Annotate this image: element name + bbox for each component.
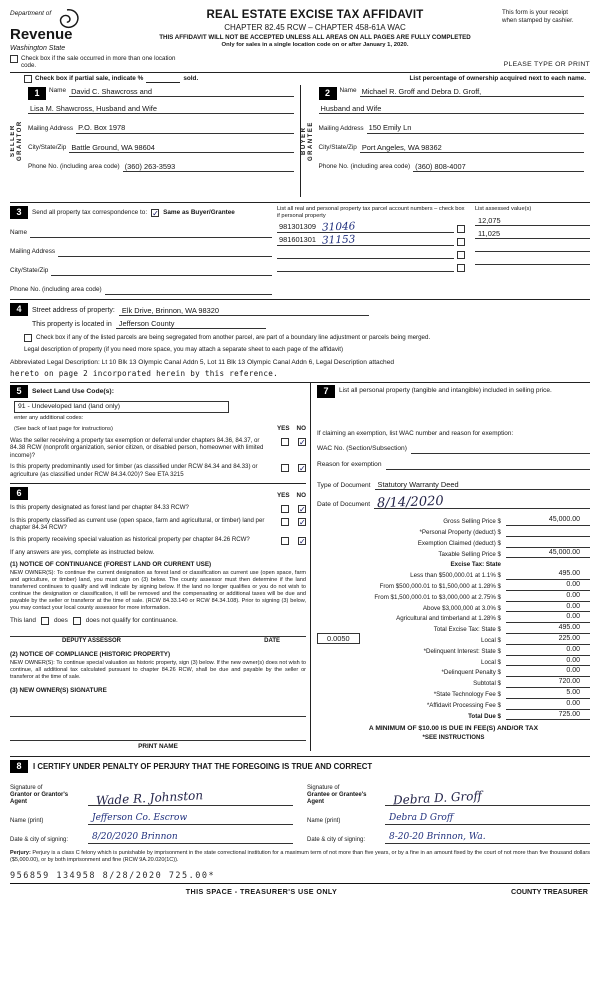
grantee-name-print-label: Name (print) xyxy=(307,818,341,825)
corr-name-field[interactable] xyxy=(30,228,272,238)
print-name-line[interactable] xyxy=(10,729,306,741)
personal-property-checkbox-1[interactable] xyxy=(457,225,465,233)
doc-date-handwritten: 8/14/2020 xyxy=(376,493,445,512)
grantor-sig-label-2: Grantor or Grantor's Agent xyxy=(10,792,69,806)
same-as-buyer-checkbox[interactable]: ✓ xyxy=(152,208,159,218)
footer-bar xyxy=(10,883,590,896)
ownership-note: List percentage of ownership acquired next to each name. xyxy=(409,75,586,82)
land-use-code-field[interactable]: 91 - Undeveloped land (land only) xyxy=(14,401,229,413)
county-field[interactable]: Jefferson County xyxy=(116,319,266,329)
grantee-name-print-value: Debra D Groff xyxy=(389,812,454,823)
section-4 xyxy=(10,300,590,383)
personal-property-deduct[interactable] xyxy=(506,536,590,537)
corr-phone-label: Phone No. (including area code) xyxy=(10,286,102,293)
parties-block xyxy=(10,85,590,203)
buyer-name-label: Name xyxy=(339,87,357,94)
parcel-number-1: 981301309 xyxy=(279,222,316,232)
section-5 xyxy=(10,385,306,478)
grantee-sig-label-1: Signature of xyxy=(307,785,340,792)
s6-q3-no-checkbox[interactable]: ✓ xyxy=(299,536,306,546)
deputy-assessor-label: DEPUTY ASSESSOR xyxy=(62,638,122,645)
delinquent-penalty[interactable]: 0.00 xyxy=(506,667,590,677)
buyer-side-label xyxy=(301,85,317,197)
parcel-handwritten-2: 31153 xyxy=(321,233,356,247)
segregated-label: Check box if any of the listed parcels are being segregated from another parcel, are part of a boundary line adjustment or parcels being merged. xyxy=(36,334,431,342)
perjury-statement xyxy=(10,850,590,864)
seller-csz-field[interactable]: Battle Ground, WA 98604 xyxy=(69,143,293,153)
buyer-name-field-2[interactable]: Husband and Wife xyxy=(319,104,585,114)
sub-header xyxy=(10,55,590,71)
delinquent-interest-local[interactable]: 0.00 xyxy=(506,657,590,667)
land-use-title: Select Land Use Code(s): xyxy=(32,387,114,395)
section-7-number: 7 xyxy=(317,385,335,398)
section-3-number: 3 xyxy=(10,206,28,219)
section-6 xyxy=(10,483,306,751)
seller-name-field[interactable]: David C. Shawcross and xyxy=(69,87,293,97)
header xyxy=(10,8,590,54)
perjury-text: Perjury is a class C felony which is punishable by imprisonment in the state correctional institution for a maximum term of not more than five years, or by a fine in an amount fixed by the court of not more than five thousand dollars ($5,000.00), or by both imprisonment and fine (RCW 9A.20.020(1C)). xyxy=(10,850,591,863)
seller-side-bottom: GRANTOR xyxy=(17,120,24,162)
grantor-name-print-field[interactable] xyxy=(88,813,293,825)
seller-mailing-field[interactable]: P.O. Box 1978 xyxy=(76,123,293,133)
no-header-5: NO xyxy=(296,424,306,432)
state-technology-fee[interactable]: 5.00 xyxy=(506,689,590,699)
if-any-yes-note: If any answers are yes, complete as instructed below. xyxy=(10,548,155,556)
buyer-phone-field[interactable]: (360) 808-4007 xyxy=(413,162,584,172)
grantee-date-city-value: 8-20-20 Brinnon, Wa. xyxy=(389,831,486,842)
minimum-fee-note: A MINIMUM OF $10.00 IS DUE IN FEE(S) AND/OR TAX xyxy=(368,725,539,733)
deputy-date-label: DATE xyxy=(264,638,280,645)
s5-question-2: Is this property predominantly used for timber (as classified under RCW 84.34 and 84.33) or agriculture (as classified under RCW 84.34.020)? See ETA 3215 xyxy=(10,463,258,478)
corr-name-label: Name xyxy=(10,229,28,236)
parcel-field-4[interactable] xyxy=(277,271,454,272)
doc-date-field[interactable] xyxy=(374,493,590,512)
multi-location-label: Check box if the sale occurred in more than one location code. xyxy=(21,54,176,70)
grantee-date-city-label: Date & city of signing: xyxy=(307,837,366,844)
see-instructions-note: *SEE INSTRUCTIONS xyxy=(422,733,485,741)
same-as-buyer-label: Same as Buyer/Grantee xyxy=(163,208,235,216)
taxable-selling-price[interactable]: 45,000.00 xyxy=(506,549,590,559)
subtotal[interactable]: 720.00 xyxy=(506,678,590,688)
tax-bracket-4[interactable]: 0.00 xyxy=(506,603,590,613)
assessed-value-3[interactable] xyxy=(475,251,590,252)
doc-type-label: Type of Document xyxy=(317,481,371,489)
seller-side-top: SELLER xyxy=(10,124,16,158)
section-4-number: 4 xyxy=(10,303,28,316)
assessed-value-2[interactable]: 11,025 xyxy=(475,229,590,239)
multi-location-checkbox[interactable] xyxy=(10,55,18,63)
corr-mailing-label: Mailing Address xyxy=(10,248,56,255)
form-title: REAL ESTATE EXCISE TAX AFFIDAVIT xyxy=(206,9,424,21)
does-not-label: does not qualify for continuance. xyxy=(85,617,178,625)
personal-property-checkbox-2[interactable] xyxy=(457,238,465,246)
local-rate-box[interactable]: 0.0050 xyxy=(317,633,360,644)
section-5-number: 5 xyxy=(10,385,28,398)
receipt-note-line1: This form is your receipt xyxy=(502,9,569,16)
no-header-6: NO xyxy=(296,492,306,500)
tax-bracket-1[interactable]: 495.00 xyxy=(506,570,590,580)
section-1-number: 1 xyxy=(28,87,46,100)
warning-line: THIS AFFIDAVIT WILL NOT BE ACCEPTED UNLESS ALL AREAS ON ALL PAGES ARE FULLY COMPLETED xyxy=(159,34,471,42)
doc-type-field[interactable]: Statutory Warranty Deed xyxy=(375,480,590,490)
abbrev-legal-value[interactable]: Lt 10 Blk 13 Olympic Canal Addn 5, Lot 11 Blk 13 Olympic Canal Addn 6, Legal Description attached xyxy=(101,359,395,366)
street-address-field[interactable]: Elk Drive, Brinnon, WA 98320 xyxy=(119,306,369,316)
please-type-label: PLEASE TYPE OR PRINT xyxy=(503,60,590,68)
buyer-mailing-label: Mailing Address xyxy=(318,124,364,132)
section-8-number: 8 xyxy=(10,760,28,773)
s6-q3-yes-checkbox[interactable] xyxy=(281,537,289,545)
corr-mailing-field[interactable] xyxy=(58,247,272,257)
buyer-side-bottom: GRANTEE xyxy=(307,121,314,161)
corr-phone-field[interactable] xyxy=(105,285,272,295)
yes-header-5: YES xyxy=(276,424,290,432)
grantor-name-print-label: Name (print) xyxy=(10,818,44,825)
partial-percent-field[interactable] xyxy=(146,75,180,83)
this-land-label: This land xyxy=(10,617,36,625)
deputy-assessor-signature-line[interactable] xyxy=(10,625,306,637)
see-back-note: (See back of last page for instructions) xyxy=(14,425,113,432)
buyer-phone-label: Phone No. (including area code) xyxy=(318,163,411,170)
notice-1-title: (1) NOTICE OF CONTINUANCE (FOREST LAND OR CURRENT USE) xyxy=(10,561,212,569)
receipt-note xyxy=(502,8,590,25)
parcel-field-1[interactable] xyxy=(277,222,454,232)
treasurer-space-label: THIS SPACE - TREASURER'S USE ONLY xyxy=(185,887,338,897)
section-6-number: 6 xyxy=(10,487,28,500)
multi-location-row xyxy=(10,55,185,71)
agency-name: Revenue xyxy=(10,26,73,43)
seller-name-label: Name xyxy=(49,87,67,94)
send-correspondence-label: Send all property tax correspondence to: xyxy=(32,208,148,216)
seller-phone-field[interactable]: (360) 263-3593 xyxy=(123,162,294,172)
affidavit-processing-fee[interactable]: 0.00 xyxy=(506,700,590,710)
revenue-logo xyxy=(10,8,128,54)
notice-2-title: (2) NOTICE OF COMPLIANCE (HISTORIC PROPERTY) xyxy=(10,650,171,658)
grantor-date-city-value: 8/20/2020 Brinnon xyxy=(92,831,178,842)
state-name: Washington State xyxy=(10,44,66,52)
s6-q2-yes-checkbox[interactable] xyxy=(281,518,289,526)
notice-1-body: NEW OWNER(S): To continue the current designation as forest land or classification as current use (open space, farm and agriculture, or timber) land, you must sign on (3) below. The county assessor must then determine if the land transferred continues to qualify and will indicate by signing below. If the land no longer qualifies or you do not wish to continue the designation or classification, it will be removed and the compensating or additional taxes will be due and payable by the seller or transferor at the time of sale. (RCW 84.33.140 or RCW 84.34.108). Prior to signing (3) below, you may contact your local county assessor for more information. xyxy=(10,570,306,611)
grantor-signature: Wade R. Johnston xyxy=(95,788,204,808)
grantee-sig-label-2: Grantee or Grantee's Agent xyxy=(307,792,367,806)
parcel-field-2[interactable] xyxy=(277,235,454,245)
grantor-date-city-label: Date & city of signing: xyxy=(10,837,69,844)
seller-name-field-2[interactable]: Lisa M. Shawcross, Husband and Wife xyxy=(28,104,294,114)
s6-question-1: Is this property designated as forest land per chapter 84.33 RCW? xyxy=(10,503,189,511)
reason-field[interactable] xyxy=(386,460,590,470)
title-block xyxy=(128,8,502,50)
grantor-signature-block xyxy=(10,778,293,844)
seller-mailing-label: Mailing Address xyxy=(28,124,74,132)
notice-2-body: NEW OWNER(S): To continue special valuation as historic property, sign (3) below. If the new owner(s) does not wish to continue, all additional tax calculated pursuant to chapter 84.26 RCW, shall be due and payable by the seller or transferor at the time of sale. xyxy=(10,659,306,680)
cashier-stamp: 956859 134958 8/28/2020 725.00* xyxy=(10,870,216,881)
chapter-line: CHAPTER 82.45 RCW – CHAPTER 458-61A WAC xyxy=(224,23,406,33)
delinquent-interest-state[interactable]: 0.00 xyxy=(506,646,590,656)
parcel-number-2: 981601301 xyxy=(279,235,316,245)
assessed-header: List assessed value(s) xyxy=(475,206,532,212)
print-name-label: PRINT NAME xyxy=(138,743,178,751)
grantee-signature-block xyxy=(307,778,590,844)
does-not-checkbox[interactable] xyxy=(73,617,81,625)
personal-property-writein-area[interactable] xyxy=(317,398,590,422)
wac-label: WAC No. (Section/Subsection) xyxy=(317,445,407,453)
buyer-section xyxy=(300,85,591,197)
legal-description-note: Legal description of property (if you need more space, you may attach a separate sheet to each page of the affidavit) xyxy=(24,346,344,354)
reason-label: Reason for exemption xyxy=(317,461,382,469)
buyer-mailing-field[interactable]: 150 Emily Ln xyxy=(367,123,584,133)
tax-bracket-3[interactable]: 0.00 xyxy=(506,592,590,602)
grantor-signature-line[interactable] xyxy=(88,788,293,808)
grantor-sig-label-1: Signature of xyxy=(10,785,43,792)
section-8 xyxy=(10,756,590,844)
total-due[interactable]: 725.00 xyxy=(506,711,590,721)
perjury-label: Perjury: xyxy=(10,850,31,856)
s5-q2-yes-checkbox[interactable] xyxy=(281,464,289,472)
single-location-note: Only for sales in a single location code on or after January 1, 2020. xyxy=(221,42,409,49)
buyer-name-field[interactable]: Michael R. Groff and Debra D. Groff, xyxy=(360,87,584,97)
section-7 xyxy=(310,383,590,752)
new-owner-signature-line[interactable] xyxy=(10,705,306,717)
doc-date-label: Date of Document xyxy=(317,500,371,508)
s5-question-1: Was the seller receiving a property tax exemption or deferral under chapters 84.36, 84.37, or 84.38 RCW (nonprofit organization, senior citizen, or disabled person, homeowner with limited income)? xyxy=(10,436,264,459)
county-treasurer-label: COUNTY TREASURER xyxy=(511,887,588,897)
grantee-name-print-field[interactable] xyxy=(385,813,590,825)
grantor-date-city-field[interactable] xyxy=(88,832,293,844)
located-in-label: This property is located in xyxy=(32,320,112,328)
tax-bracket-2[interactable]: 0.00 xyxy=(506,581,590,591)
parcel-header: List all real and personal property tax parcel account numbers – check box if personal property xyxy=(277,206,465,219)
parcel-field-3[interactable] xyxy=(277,258,454,259)
total-excise-tax-state[interactable]: 495.00 xyxy=(506,624,590,634)
does-checkbox[interactable] xyxy=(41,617,49,625)
s6-q1-no-checkbox[interactable]: ✓ xyxy=(299,504,306,514)
grantee-date-city-field[interactable] xyxy=(385,832,590,844)
partial-sale-label: Check box if partial sale, indicate % xyxy=(35,75,144,82)
section-2-number: 2 xyxy=(319,87,337,100)
s6-question-2: Is this property classified as current use (open space, farm and agricultural, or timber) land per chapter 84.34 RCW? xyxy=(10,516,265,532)
s6-q2-no-checkbox[interactable]: ✓ xyxy=(299,517,306,527)
s5-q2-no-checkbox[interactable]: ✓ xyxy=(299,464,306,474)
s5-q1-yes-checkbox[interactable] xyxy=(281,438,289,446)
local-tax[interactable]: 225.00 xyxy=(506,635,590,645)
gross-selling-price[interactable]: 45,000.00 xyxy=(506,516,590,526)
personal-property-checkbox-3[interactable] xyxy=(457,251,465,259)
grantee-signature-line[interactable] xyxy=(385,788,590,808)
s6-q1-yes-checkbox[interactable] xyxy=(281,505,289,513)
personal-property-checkbox-4[interactable] xyxy=(457,264,465,272)
agricultural-timberland[interactable]: 0.00 xyxy=(506,613,590,623)
buyer-csz-label: City/State/Zip xyxy=(318,143,357,151)
street-address-label: Street address of property: xyxy=(32,307,115,315)
yes-header-6: YES xyxy=(276,492,290,500)
abbrev-legal-label: Abbreviated Legal Description: xyxy=(10,359,100,366)
buyer-side-top: BUYER xyxy=(300,126,307,156)
dept-of-label: Department of xyxy=(10,10,52,17)
assessed-value-1[interactable]: 12,075 xyxy=(475,216,590,226)
parcel-handwritten-1: 31046 xyxy=(321,220,356,234)
s6-question-3: Is this property receiving special valuation as historical property per chapter 84.26 RCW? xyxy=(10,535,250,543)
grantor-name-print-value: Jefferson Co. Escrow xyxy=(92,812,188,823)
corr-csz-label: City/State/Zip xyxy=(10,267,49,274)
partial-sale-row xyxy=(10,72,590,84)
corr-csz-field[interactable] xyxy=(51,266,272,276)
receipt-note-line2: when stamped by cashier. xyxy=(502,16,574,24)
wac-field[interactable] xyxy=(411,444,590,454)
s5-q1-no-checkbox[interactable]: ✓ xyxy=(299,437,306,447)
seller-side-label xyxy=(10,85,26,197)
partial-sale-sold-label: sold. xyxy=(183,75,199,82)
section-3 xyxy=(10,203,590,300)
lower-columns xyxy=(10,383,590,752)
grantee-signature: Debra D. Groff xyxy=(392,788,483,808)
does-label: does xyxy=(53,617,68,625)
excise-tax-table: Gross Selling Price $ 45,000.00 *Personal Property (deduct) $ Exemption Claimed (deduct) $ Taxable Selling Price $ 45,000.00 Excise Tax: State Less than $500,000.01 at 1.1% $ 495.00 From $500,000.01 to $1,500,000 at 1.28% $ 0.00 From $1,500,000.01 to $3,000,000 at 2.75% $ 0.00 Above $3,000,000 at 3.0% $ 0.00 Agricultural and timberland at 1.28% $ 0.00 Total Excise Tax: State $ 495.00 0.0050 Local $ 225.00 *Delinquent Interest: State $ 0.00 Local $ 0.00 *Delinquent Penalty $ 0.00 Subtotal $ 720.00 *State Technology Fee $ 5.00 *Affidavit Processing Fee $ 0.00 Total Due $ 725.00 xyxy=(317,515,590,720)
seller-csz-label: City/State/Zip xyxy=(28,143,67,151)
buyer-csz-field[interactable]: Port Angeles, WA 98362 xyxy=(360,143,584,153)
seller-phone-label: Phone No. (including area code) xyxy=(28,163,120,170)
segregated-checkbox[interactable] xyxy=(24,334,32,342)
personal-property-label: List all personal property (tangible and intangible) included in selling price. xyxy=(339,386,552,394)
typed-legal-continuation: hereto on page 2 incorporated herein by this reference. xyxy=(10,369,278,379)
partial-sale-checkbox[interactable] xyxy=(24,75,32,83)
certify-statement: I CERTIFY UNDER PENALTY OF PERJURY THAT THE FOREGOING IS TRUE AND CORRECT xyxy=(33,761,373,771)
seller-section xyxy=(10,85,300,197)
new-owner-signature-label: (3) NEW OWNER(S) SIGNATURE xyxy=(10,687,107,695)
exemption-claimed-deduct[interactable] xyxy=(506,547,590,548)
assessed-value-4[interactable] xyxy=(475,264,590,265)
exemption-note: If claiming an exemption, list WAC number and reason for exemption: xyxy=(317,429,514,437)
additional-codes-label: enter any additional codes: xyxy=(14,414,84,421)
